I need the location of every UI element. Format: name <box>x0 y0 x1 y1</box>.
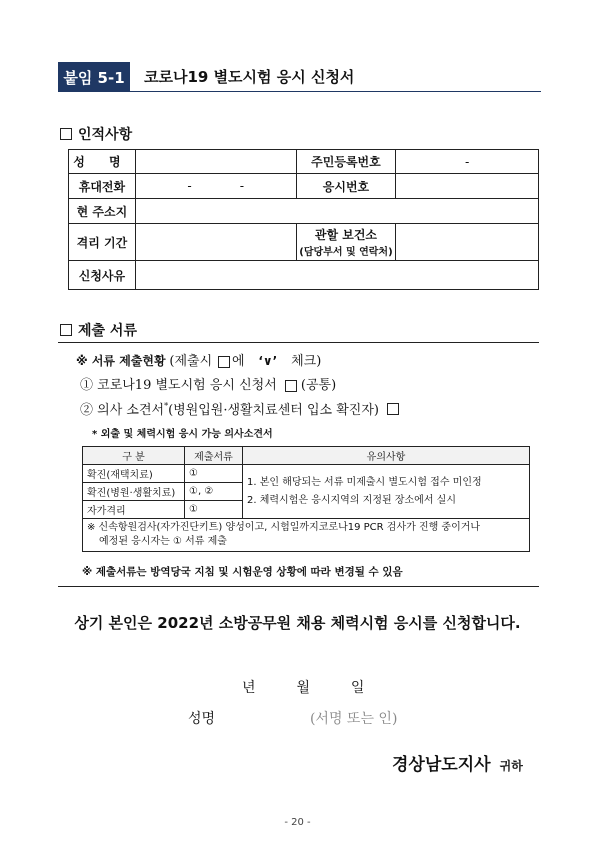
title-underline <box>130 91 541 92</box>
col-header-docs: 제출서류 <box>185 447 243 465</box>
personal-info-table <box>68 149 539 290</box>
notice-cell <box>243 465 530 519</box>
submission-status-line <box>76 350 321 369</box>
col-header-notice: 유의사항 <box>243 447 530 465</box>
phone-label: 휴대전화 <box>69 174 136 199</box>
table-footnote <box>83 519 530 552</box>
rrn-field[interactable] <box>396 150 539 174</box>
check-mark-example: ‘∨’ <box>258 354 278 368</box>
row-category: 자가격리 <box>83 501 185 519</box>
checkbox-square-icon <box>60 128 72 140</box>
rrn-dash: - <box>465 154 470 169</box>
section-divider <box>58 342 539 343</box>
row-category: 확진(재택치료) <box>83 465 185 483</box>
row-category: 확진(병원·생활치료) <box>83 483 185 501</box>
date-day-label: 일 <box>350 680 365 696</box>
status-text: 체크) <box>291 354 322 369</box>
reason-field[interactable] <box>135 261 538 290</box>
checkbox-square-icon <box>60 324 72 336</box>
footnote-line: ※ 신속항원검사(자가진단키트) 양성이고, 시험일까지코로나19 PCR 검사가 진행 중이거나 <box>87 522 481 533</box>
page-title: 코로나19 별도시험 응시 신청서 <box>144 68 355 86</box>
addressee-suffix: 귀하 <box>499 759 523 773</box>
reason-label: 신청사유 <box>69 261 136 290</box>
doc-item-1-tail: (공통) <box>300 378 337 393</box>
phone-dash: - <box>187 179 192 193</box>
doc-item-2-tail: (병원입원·생활치료센터 입소 확진자) <box>168 403 379 418</box>
status-prefix: ※ 서류 제출현황 <box>76 354 166 368</box>
health-center-title: 관할 보건소 <box>314 228 378 242</box>
address-field[interactable] <box>135 199 538 224</box>
exam-number-field[interactable] <box>396 174 539 199</box>
address-label: 현 주소지 <box>69 199 136 224</box>
section-divider <box>58 586 539 587</box>
footnote-mark: * <box>164 401 169 411</box>
doc-item-2-label: ② 의사 소견서 <box>80 403 165 418</box>
rrn-label: 주민등록번호 <box>296 150 396 174</box>
name-label: 성 명 <box>69 150 136 174</box>
row-docs: ① <box>185 501 243 519</box>
exam-number-label: 응시번호 <box>296 174 396 199</box>
notice-line: 2. 체력시험은 응시지역의 지정된 장소에서 실시 <box>247 494 456 506</box>
declaration-text: 상기 본인은 2022년 소방공무원 채용 체력시험 응시를 신청합니다. <box>74 614 521 632</box>
date-line <box>242 677 364 697</box>
notice-line: 1. 본인 해당되는 서류 미제출시 별도시험 접수 미인정 <box>247 476 482 488</box>
status-text: 에 <box>231 354 245 369</box>
phone-dash: - <box>239 179 245 193</box>
health-center-field[interactable] <box>396 224 539 261</box>
documents-table <box>82 446 530 552</box>
doctor-note-footnote: * 외출 및 체력시험 응시 가능 의사소견서 <box>92 429 273 440</box>
quarantine-period-label: 격리 기간 <box>69 224 136 261</box>
appendix-badge: 붙임 5-1 <box>58 62 130 92</box>
date-year-label: 년 <box>242 680 256 696</box>
signature-hint: (서명 또는 인) <box>309 711 398 727</box>
row-docs: ① <box>185 465 243 483</box>
section-docs-heading <box>60 320 137 340</box>
health-center-label <box>296 224 396 261</box>
footnote-line: 예정된 응시자는 ① 서류 제출 <box>99 536 227 547</box>
phone-field[interactable] <box>135 174 296 199</box>
doc-item-2 <box>80 399 405 418</box>
page-number: - 20 - <box>284 817 311 828</box>
date-month-label: 월 <box>296 680 310 696</box>
doc-item-1 <box>80 374 336 393</box>
name-field[interactable] <box>135 150 296 174</box>
row-docs: ①, ② <box>185 483 243 501</box>
doc-item-1-label: ① 코로나19 별도시험 응시 신청서 <box>80 378 277 393</box>
section-docs-title: 제출 서류 <box>78 323 137 339</box>
doc-item-1-checkbox[interactable] <box>285 380 297 392</box>
addressee <box>392 750 523 775</box>
doc-item-2-checkbox[interactable] <box>387 403 399 415</box>
status-text: (제출시 <box>169 354 213 369</box>
signature-line <box>188 708 397 728</box>
quarantine-period-field[interactable] <box>135 224 296 261</box>
health-center-subtitle: (담당부서 및 연락처) <box>299 247 393 258</box>
change-notice: ※ 제출서류는 방역당국 지침 및 시험운영 상황에 따라 변경될 수 있음 <box>82 566 403 578</box>
checkbox-square-icon <box>218 356 230 368</box>
section-personal-heading <box>60 124 132 144</box>
signature-label: 성명 <box>188 711 216 727</box>
col-header-category: 구 분 <box>83 447 185 465</box>
addressee-name: 경상남도지사 <box>392 755 491 775</box>
section-personal-title: 인적사항 <box>78 127 133 143</box>
